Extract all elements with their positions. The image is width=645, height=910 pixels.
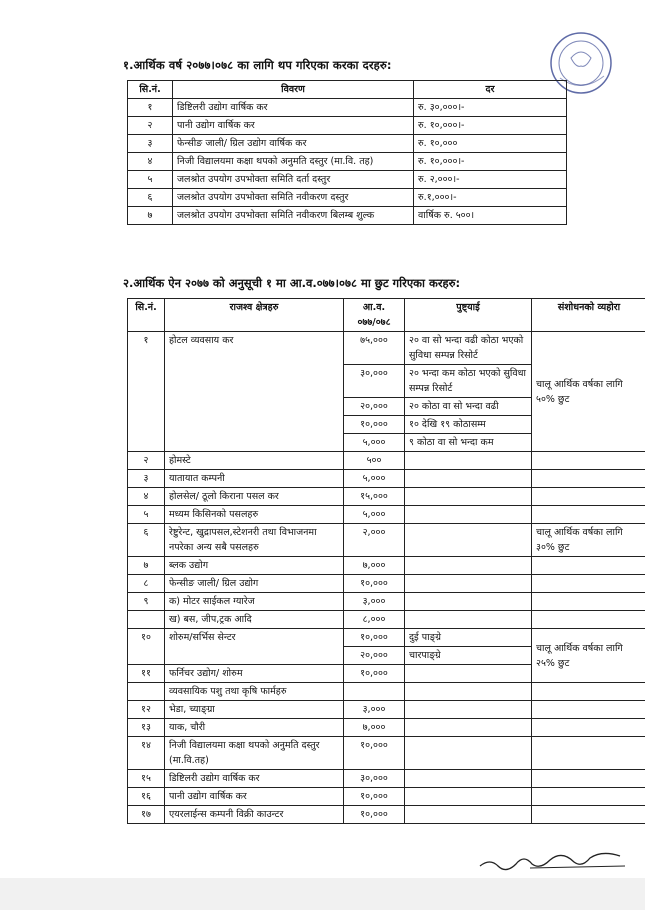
col-header-justification: पुष्ट्याई [405, 299, 532, 332]
table-row: १६ पानी उद्योग वार्षिक कर १०,००० [128, 788, 645, 806]
table-row: १२ भेडा, च्याङ्ग्रा ३,००० [128, 701, 645, 719]
table-row: ख) बस, जीप,ट्रक आदि ८,००० [128, 611, 645, 629]
table-row: ६ जलश्रोत उपयोग उपभोक्ता समिति नवीकरण दस्तुर रु.१,०००।- [128, 189, 567, 207]
amendment-note: चालू आर्थिक वर्षका लागि ३०% छुट [532, 524, 645, 557]
signature [470, 836, 630, 876]
table-row: ६ रेष्टुरेन्ट, खुद्रापसल,स्टेशनरी तथा विभाजनमा नपरेका अन्य सबै पसलहरु २,००० चालू आर्थिक वर्षका लागि ३०% छुट [128, 524, 645, 557]
table-row: १३ याक, चौरी ७,००० [128, 719, 645, 737]
table-row: २ पानी उद्योग वार्षिक कर रु. १०,०००।- [128, 117, 567, 135]
table-row: २०,००० चारपाङ्ग्रे [128, 647, 645, 665]
col-header-rate: दर [414, 81, 567, 99]
table-row: १ होटल व्यवसाय कर ७५,००० २० वा सो भन्दा वढी कोठा भएको सुविधा सम्पन्न रिसोर्ट चालू आर्थिक वर्षका लागि ५०% छुट [128, 332, 645, 365]
table-row: १५ डिष्टिलरी उद्योग वार्षिक कर ३०,००० [128, 770, 645, 788]
col-header-sn: सि.नं. [128, 299, 165, 332]
table-row: १०,००० १० देखि १९ कोठासम्म [128, 416, 645, 434]
table-row: ७ ब्लक उद्योग ७,००० [128, 557, 645, 575]
table-row: ५ मध्यम किसिनको पसलहरु ५,००० [128, 506, 645, 524]
section1-table [127, 80, 567, 225]
table-row: व्यवसायिक पशु तथा कृषि फार्महरु [128, 683, 645, 701]
amendment-note: चालू आर्थिक वर्षका लागि ५०% छुट [532, 332, 645, 452]
table-row: ४ निजी विद्यालयमा कक्षा थपको अनुमति दस्तुर (मा.वि. तह) रु. १०,०००।- [128, 153, 567, 171]
table-row: ५ जलश्रोत उपयोग उपभोक्ता समिति दर्ता दस्तुर रु. २,०००।- [128, 171, 567, 189]
table-row: २ होमस्टे ५०० [128, 452, 645, 470]
table-row: १ डिष्टिलरी उद्योग वार्षिक कर रु. ३०,०००।- [128, 99, 567, 117]
col-header-revenue-area: राजश्व क्षेत्रहरु [165, 299, 344, 332]
amendment-note: चालू आर्थिक वर्षका लागि २५% छुट [532, 629, 645, 683]
table-row: ३०,००० २० भन्दा कम कोठा भएको सुविधा सम्पन्न रिसोर्ट [128, 365, 645, 398]
table-row: २०,००० २० कोठा वा सो भन्दा वढी [128, 398, 645, 416]
table-row: ४ होलसेल/ ठूलो किराना पसल कर १५,००० [128, 488, 645, 506]
col-header-amendment: संशोधनको व्यहोरा [532, 299, 645, 332]
section2-table [127, 298, 645, 824]
table-row: १४ निजी विद्यालयमा कक्षा थपको अनुमति दस्तुर (मा.वि.तह) १०,००० [128, 737, 645, 770]
section1-title: १.आर्थिक वर्ष २०७७।०७८ का लागि थप गरिएका करका दरहरु: [123, 58, 392, 72]
section2-title: २.आर्थिक ऐन २०७७ को अनुसूची १ मा आ.व.०७७।०७८ मा छुट गरिएका करहरु: [123, 276, 461, 290]
table-row: ५,००० ९ कोठा वा सो भन्दा कम [128, 434, 645, 452]
col-header-fiscal-year: आ.व. ०७७/०७८ [344, 299, 405, 332]
table-row: १७ एयरलाईन्स कम्पनी विक्री काउन्टर १०,००० [128, 806, 645, 824]
col-header-description: विवरण [173, 81, 414, 99]
table-row: १० शोरुम/सर्भिस सेन्टर १०,००० दुई पाङ्ग्रे चालू आर्थिक वर्षका लागि २५% छुट [128, 629, 645, 647]
table-row: ७ जलश्रोत उपयोग उपभोक्ता समिति नवीकरण बिलम्ब शुल्क वार्षिक रु. ५००। [128, 207, 567, 225]
col-header-sn: सि.नं. [128, 81, 173, 99]
table-row: ८ फेन्सीङ जाली/ ग्रिल उद्योग १०,००० [128, 575, 645, 593]
table-row: ३ यातायात कम्पनी ५,००० [128, 470, 645, 488]
table-row: ११ फर्निचर उद्योग/ शोरुम १०,००० [128, 665, 645, 683]
table-row: ९ क) मोटर साईकल ग्यारेज ३,००० [128, 593, 645, 611]
table-row: ३ फेन्सीङ जाली/ ग्रिल उद्योग वार्षिक कर रु. १०,००० [128, 135, 567, 153]
